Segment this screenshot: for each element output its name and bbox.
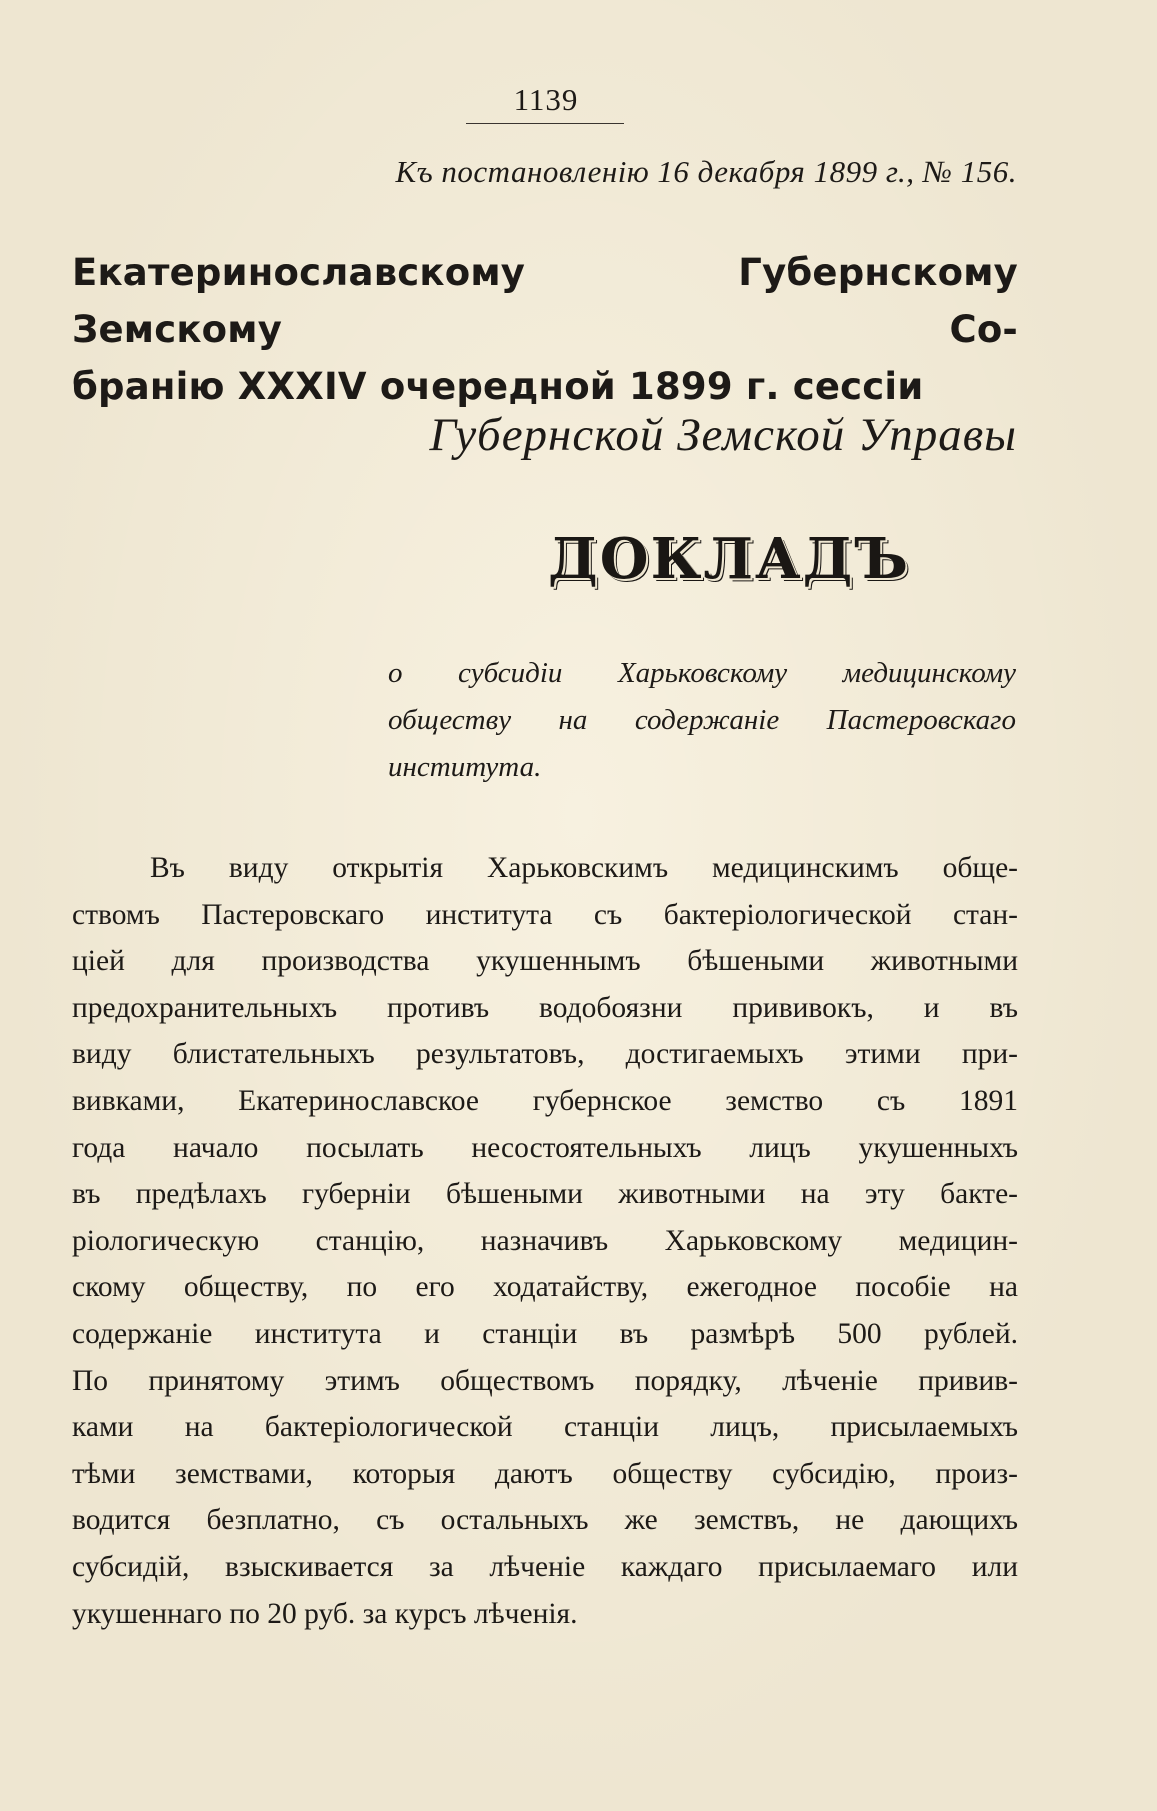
- body-line: тѣми земствами, которыя даютъ обществу субсидію, произ-: [72, 1457, 1018, 1490]
- page-number-rule: [466, 123, 624, 124]
- body-paragraph: [72, 845, 1018, 1637]
- body-line: ствомъ Пастеровскаго института съ бактеріологической стан-: [72, 898, 1018, 931]
- report-title: ДОКЛАДЪ: [548, 526, 911, 592]
- heading-line: Екатеринославскому Губернскому Земскому Со-: [72, 251, 1018, 351]
- resolution-reference: Къ постановленію 16 декабря 1899 г., № 156.: [395, 154, 1017, 189]
- body-line: виду блистательныхъ результатовъ, достигаемыхъ этими при-: [72, 1038, 1018, 1071]
- body-line: Въ виду открытія Харьковскимъ медицинскимъ обще-: [150, 852, 1018, 884]
- body-line: ціей для производства укушеннымъ бѣшеными животными: [72, 945, 1018, 978]
- body-line: ками на бактеріологической станціи лицъ, присылаемыхъ: [72, 1411, 1018, 1444]
- report-subject: [388, 650, 1016, 791]
- addressee-heading: [72, 244, 1018, 415]
- heading-line: бранію XXXIV очередной 1899 г. сессіи: [72, 365, 924, 408]
- body-line: предохранительныхъ противъ водобоязни прививокъ, и въ: [72, 991, 1018, 1024]
- body-line: По принятому этимъ обществомъ порядку, лѣченіе привив-: [72, 1364, 1018, 1397]
- subject-line: обществу на содержаніе Пастеровскаго: [388, 704, 1016, 736]
- body-line: содержаніе института и станціи въ размѣрѣ 500 рублей.: [72, 1317, 1018, 1350]
- body-line: скому обществу, по его ходатайству, ежегодное пособіе на: [72, 1271, 1018, 1304]
- body-line: субсидій, взыскивается за лѣченіе каждаго присылаемаго или: [72, 1550, 1018, 1583]
- body-line: года начало посылать несостоятельныхъ лицъ укушенныхъ: [72, 1131, 1018, 1164]
- authority-line: Губернской Земской Управы: [429, 409, 1017, 461]
- subject-line: института.: [388, 751, 542, 783]
- subject-line: о субсидіи Харьковскому медицинскому: [388, 657, 1016, 689]
- body-line: укушеннаго по 20 руб. за курсъ лѣченія.: [72, 1597, 578, 1630]
- body-line: въ предѣлахъ губерніи бѣшеными животными на эту бакте-: [72, 1178, 1018, 1211]
- page-number: 1139: [513, 82, 579, 117]
- body-line: ріологическую станцію, назначивъ Харьковскому медицин-: [72, 1224, 1018, 1257]
- body-line: вивками, Екатеринославское губернское земство съ 1891: [72, 1084, 1018, 1117]
- body-line: водится безплатно, съ остальныхъ же земствъ, не дающихъ: [72, 1504, 1018, 1537]
